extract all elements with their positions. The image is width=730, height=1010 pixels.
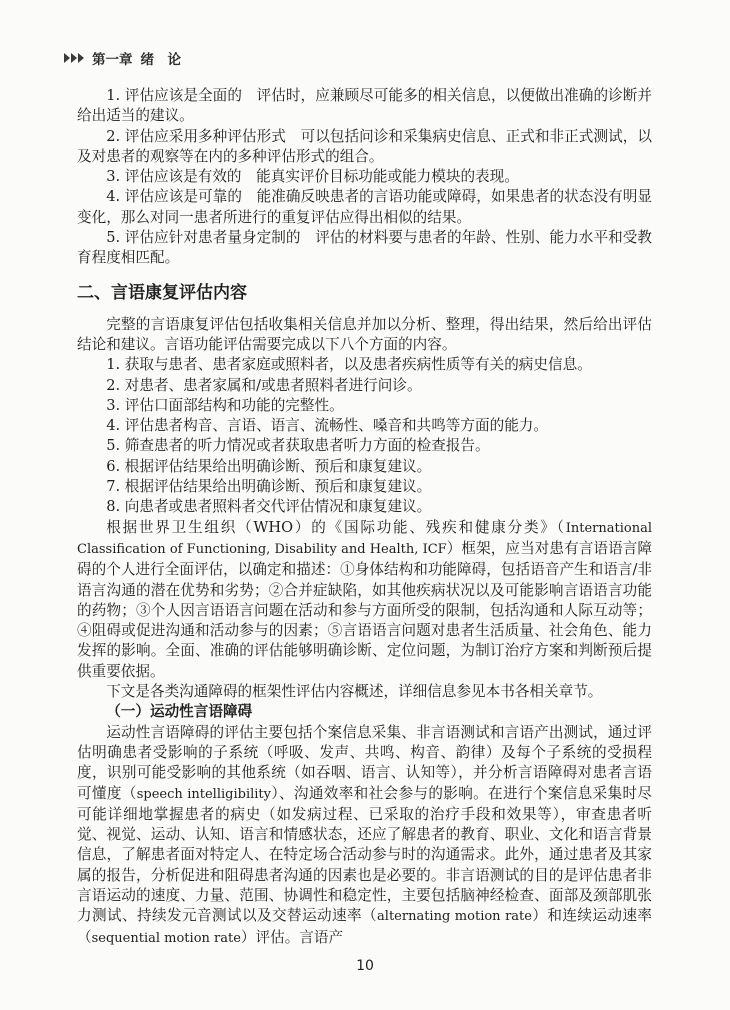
subsection-heading: （一）运动性言语障碍: [106, 703, 253, 721]
list-item: 2. 对患者、患者家属和/或患者照料者进行问诊。: [106, 376, 422, 394]
list-item: 5. 筛查患者的听力情况或者获取患者听力方面的检查报告。: [106, 437, 490, 455]
page-number: 10: [356, 958, 374, 974]
overview-paragraph: 下文是各类沟通障碍的框架性评估内容概述，详细信息参见本书各相关章节。: [106, 683, 603, 701]
list-item: 6. 根据评估结果给出明确诊断、预后和康复建议。: [106, 457, 432, 475]
running-header: [64, 48, 181, 68]
section-intro: 完整的言语康复评估包括收集相关信息并加以分析、整理，得出结果，然后给出评估结论和建议。言语功能评估需要完成以下八个方面的内容。: [77, 315, 652, 353]
principle-4: 4. 评估应该是可靠的 能准确反映患者的言语功能或障碍，如果患者的状态没有明显变化，那么对同一患者所进行的重复评估应得出相似的结果。: [77, 188, 652, 226]
principle-3: 3. 评估应该是有效的 能真实评价目标功能或能力模块的表现。: [106, 168, 519, 186]
list-item: 1. 获取与患者、患者家庭或照料者，以及患者疾病性质等有关的病史信息。: [106, 356, 592, 374]
chapter-label: 第一章: [92, 52, 133, 68]
principle-5: 5. 评估应针对患者量身定制的 评估的材料要与患者的年龄、性别、能力水平和受教育程度相匹配。: [77, 229, 652, 267]
header-triangles-icon: [64, 53, 84, 63]
icf-paragraph: 根据世界卫生组织（WHO）的《国际功能、残疾和健康分类》（International Classification of Functioning, Disability and Health, ICF）框架，应当对患有言语语言障碍的个人进行全面评估，以确定和描述：①身体结构和功能障碍，包括语音产生和语言/非语言沟通的潜在优势和劣势；②合并症缺陷，如其他疾病状况以及可能影响言语语言功能的药物；③个人因言语语言问题在活动和参与方面所受的限制，包括沟通和人际互动等；④阻碍或促进沟通和活动参与的因素；⑤言语语言问题对患者生活质量、社会角色、能力发挥的影响。全面、准确的评估能够明确诊断、定位问题，为制订治疗方案和判断预后提供重要依据。: [77, 518, 652, 680]
list-item: 4. 评估患者构音、言语、语言、流畅性、嗓音和共鸣等方面的能力。: [106, 417, 548, 435]
list-item: 3. 评估口面部结构和功能的完整性。: [106, 396, 344, 414]
page-body: [77, 86, 652, 949]
principle-1: 1. 评估应该是全面的 评估时，应兼顾尽可能多的相关信息，以便做出准确的诊断并给出适当的建议。: [77, 87, 652, 125]
section-heading: 二、言语康复评估内容: [77, 282, 247, 303]
list-item: 8. 向患者或患者照料者交代评估情况和康复建议。: [106, 498, 432, 516]
motor-speech-paragraph: 运动性言语障碍的评估主要包括个案信息采集、非言语测试和言语产出测试，通过评估明确患者受影响的子系统（呼吸、发声、共鸣、构音、韵律）及每个子系统的受损程度，识别可能受影响的其他系统（如吞咽、语言、认知等），并分析言语障碍对患者言语可懂度（speech intelligibility）、沟通效率和社会参与的影响。在进行个案信息采集时尽可能详细地掌握患者的病史（如发病过程、已采取的治疗手段和效果等），审查患者听觉、视觉、运动、认知、语言和情感状态，还应了解患者的教育、职业、文化和语言背景信息，了解患者面对特定人、在特定场合活动参与时的沟通需求。此外，通过患者及其家属的报告，分析促进和阻碍患者沟通的因素也是必要的。非言语测试的目的是评估患者非言语运动的速度、力量、范围、协调性和稳定性，主要包括脑神经检查、面部及颈部肌张力测试、持续发元音测试以及交替运动速率（alternating motion rate）和连续运动速率（sequential motion rate）评估。言语产: [77, 723, 652, 946]
chapter-title: 绪 论: [140, 52, 181, 68]
list-item: 7. 根据评估结果给出明确诊断、预后和康复建议。: [106, 478, 432, 496]
principle-2: 2. 评估应采用多种评估形式 可以包括问诊和采集病史信息、正式和非正式测试，以及对患者的观察等在内的多种评估形式的组合。: [77, 127, 652, 165]
